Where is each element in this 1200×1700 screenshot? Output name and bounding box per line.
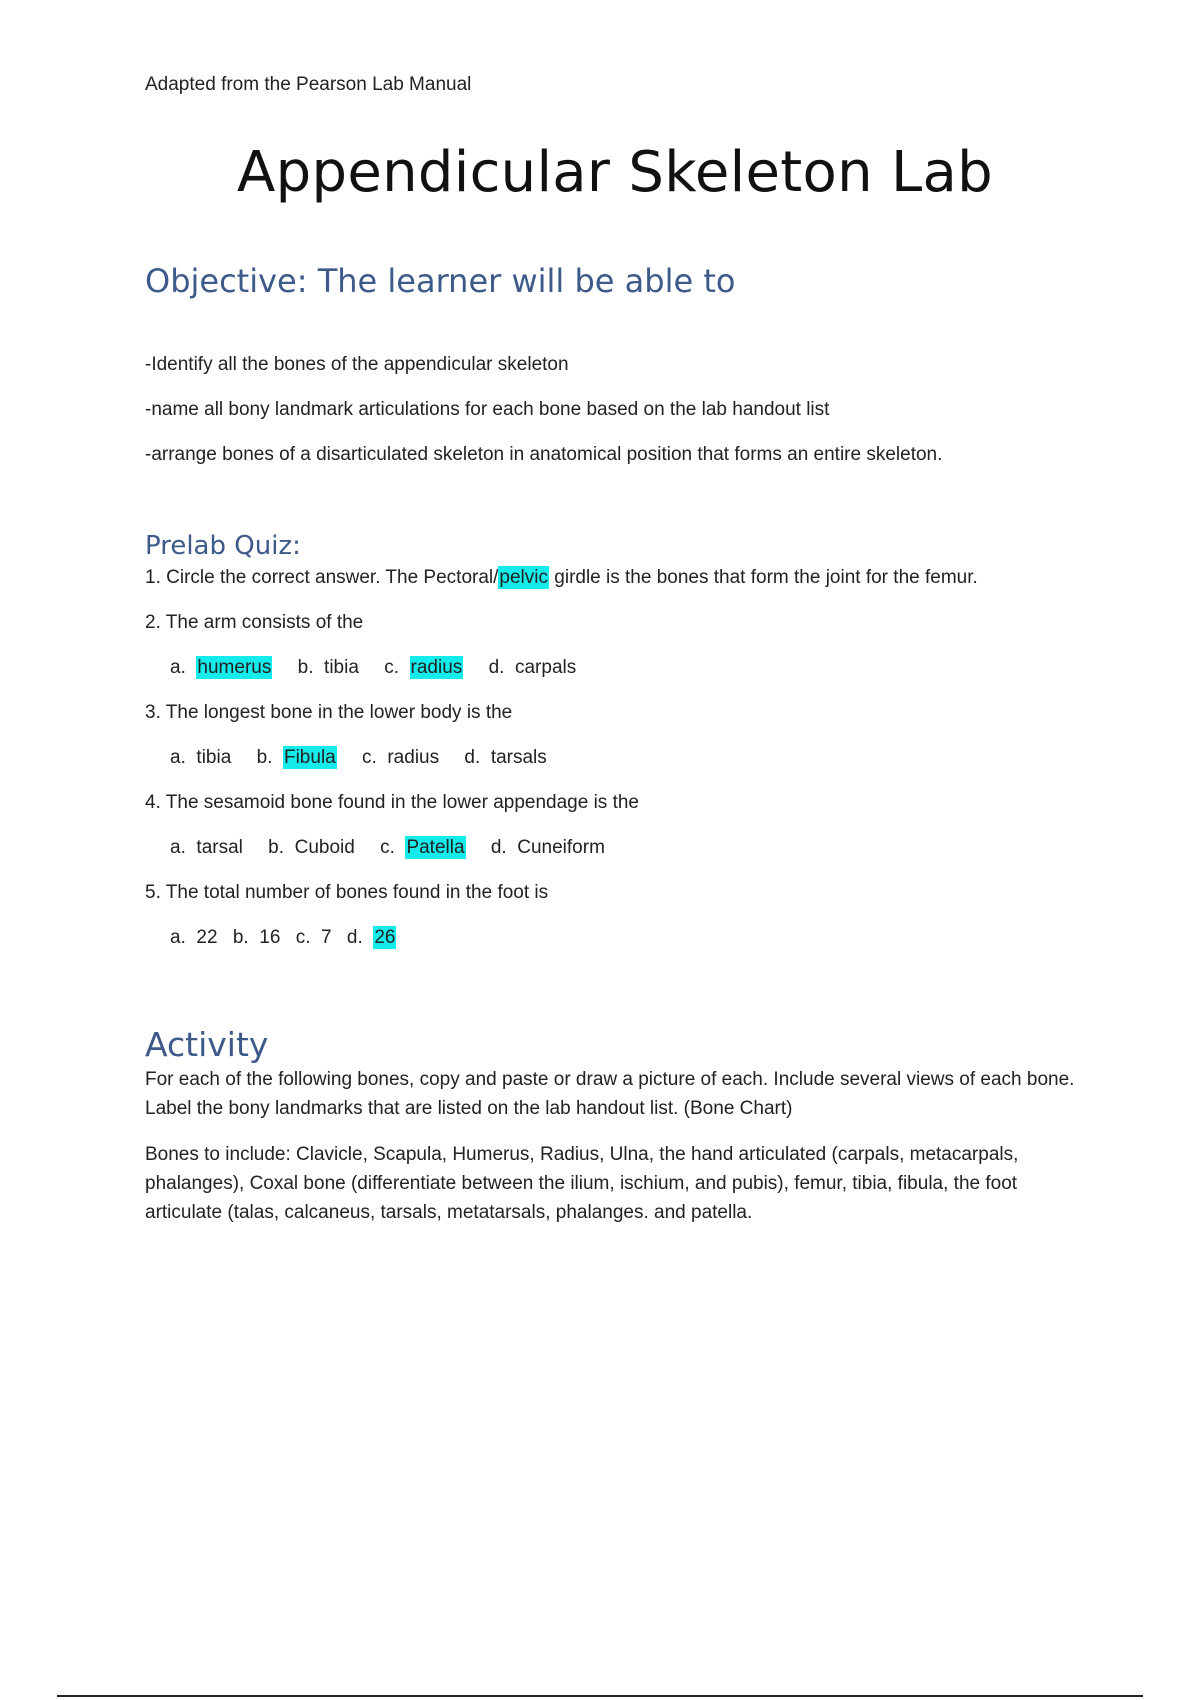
option-b xyxy=(298,655,359,681)
question-1-text-end: girdle is the bones that form the joint for the femur. xyxy=(549,567,978,588)
option-text: 16 xyxy=(259,927,281,948)
objective-item: -arrange bones of a disarticulated skeleton in anatomical position that forms an entire skeleton. xyxy=(145,444,943,465)
option-letter: b. xyxy=(256,747,273,768)
option-c xyxy=(296,925,332,951)
question-1 xyxy=(145,565,1105,610)
question-2-options xyxy=(145,655,1105,700)
option-d xyxy=(347,925,397,951)
option-text: carpals xyxy=(514,657,577,678)
option-letter: c. xyxy=(295,927,311,948)
option-letter: d. xyxy=(488,657,505,678)
activity-heading: Activity xyxy=(145,1025,269,1064)
option-a xyxy=(170,835,243,861)
option-letter: a. xyxy=(170,657,186,678)
option-c xyxy=(362,745,439,771)
page-bottom-rule xyxy=(57,1695,1143,1697)
highlighted-answer: 26 xyxy=(374,927,396,948)
option-text: tibia xyxy=(324,657,359,678)
question-3: 3. The longest bone in the lower body is the xyxy=(145,702,513,723)
option-letter: c. xyxy=(384,657,399,678)
option-letter: c. xyxy=(362,747,377,768)
option-d xyxy=(489,655,577,681)
option-c xyxy=(384,655,463,681)
option-letter: d. xyxy=(490,837,507,858)
question-1-text: 1. Circle the correct answer. The Pectoral/ xyxy=(145,567,499,588)
highlighted-answer: humerus xyxy=(197,657,272,678)
option-letter: b. xyxy=(268,837,285,858)
question-5-options xyxy=(145,925,1105,970)
highlighted-answer: pelvic xyxy=(499,567,548,588)
question-4: 4. The sesamoid bone found in the lower appendage is the xyxy=(145,792,639,813)
page-title: Appendicular Skeleton Lab xyxy=(237,140,993,205)
option-letter: a. xyxy=(170,927,186,948)
option-text: tarsal xyxy=(196,837,243,858)
question-4-options xyxy=(145,835,1105,880)
highlighted-answer: Patella xyxy=(406,837,465,858)
option-b xyxy=(257,745,337,771)
option-text: tarsals xyxy=(490,747,547,768)
option-text: radius xyxy=(387,747,440,768)
option-a xyxy=(170,745,231,771)
activity-bone-list: Bones to include: Clavicle, Scapula, Humerus, Radius, Ulna, the hand articulated (carpals, metacarpals, phalanges), Coxal bone (differentiate between the ilium, ischium, and pubis), femur, tibia, fibula, the foot articulate (talas, calcaneus, tarsals, metatarsals, phalanges. and patella. xyxy=(145,1144,1019,1223)
option-text: Cuneiform xyxy=(517,837,605,858)
option-d xyxy=(464,745,546,771)
option-text: 7 xyxy=(321,927,332,948)
option-text: 22 xyxy=(196,927,218,948)
option-c xyxy=(380,835,465,861)
option-a xyxy=(170,655,272,681)
option-text: tibia xyxy=(196,747,232,768)
highlighted-answer: radius xyxy=(410,657,463,678)
source-note: Adapted from the Pearson Lab Manual xyxy=(145,74,472,95)
question-2: 2. The arm consists of the xyxy=(145,612,364,633)
objective-list xyxy=(145,352,1095,487)
question-3-options xyxy=(145,745,1105,790)
objective-heading: Objective: The learner will be able to xyxy=(145,262,736,300)
question-5: 5. The total number of bones found in the foot is xyxy=(145,882,549,903)
objective-item: -name all bony landmark articulations for each bone based on the lab handout list xyxy=(145,399,830,420)
option-b xyxy=(268,835,355,861)
option-a xyxy=(170,925,218,951)
option-letter: b. xyxy=(297,657,314,678)
activity-instructions: For each of the following bones, copy and paste or draw a picture of each. Include several views of each bone. Label the bony landmarks that are listed on the lab handout list. (Bone Chart) xyxy=(145,1069,1075,1119)
objective-item: -Identify all the bones of the appendicular skeleton xyxy=(145,354,569,375)
option-letter: a. xyxy=(170,837,186,858)
option-letter: d. xyxy=(346,927,363,948)
option-letter: a. xyxy=(170,747,186,768)
option-d xyxy=(491,835,605,861)
prelab-quiz xyxy=(145,565,1105,970)
highlighted-answer: Fibula xyxy=(283,747,336,768)
option-b xyxy=(233,925,281,951)
option-letter: b. xyxy=(232,927,249,948)
prelab-heading: Prelab Quiz: xyxy=(145,531,301,561)
option-text: Cuboid xyxy=(294,837,355,858)
option-letter: c. xyxy=(380,837,395,858)
option-letter: d. xyxy=(464,747,481,768)
